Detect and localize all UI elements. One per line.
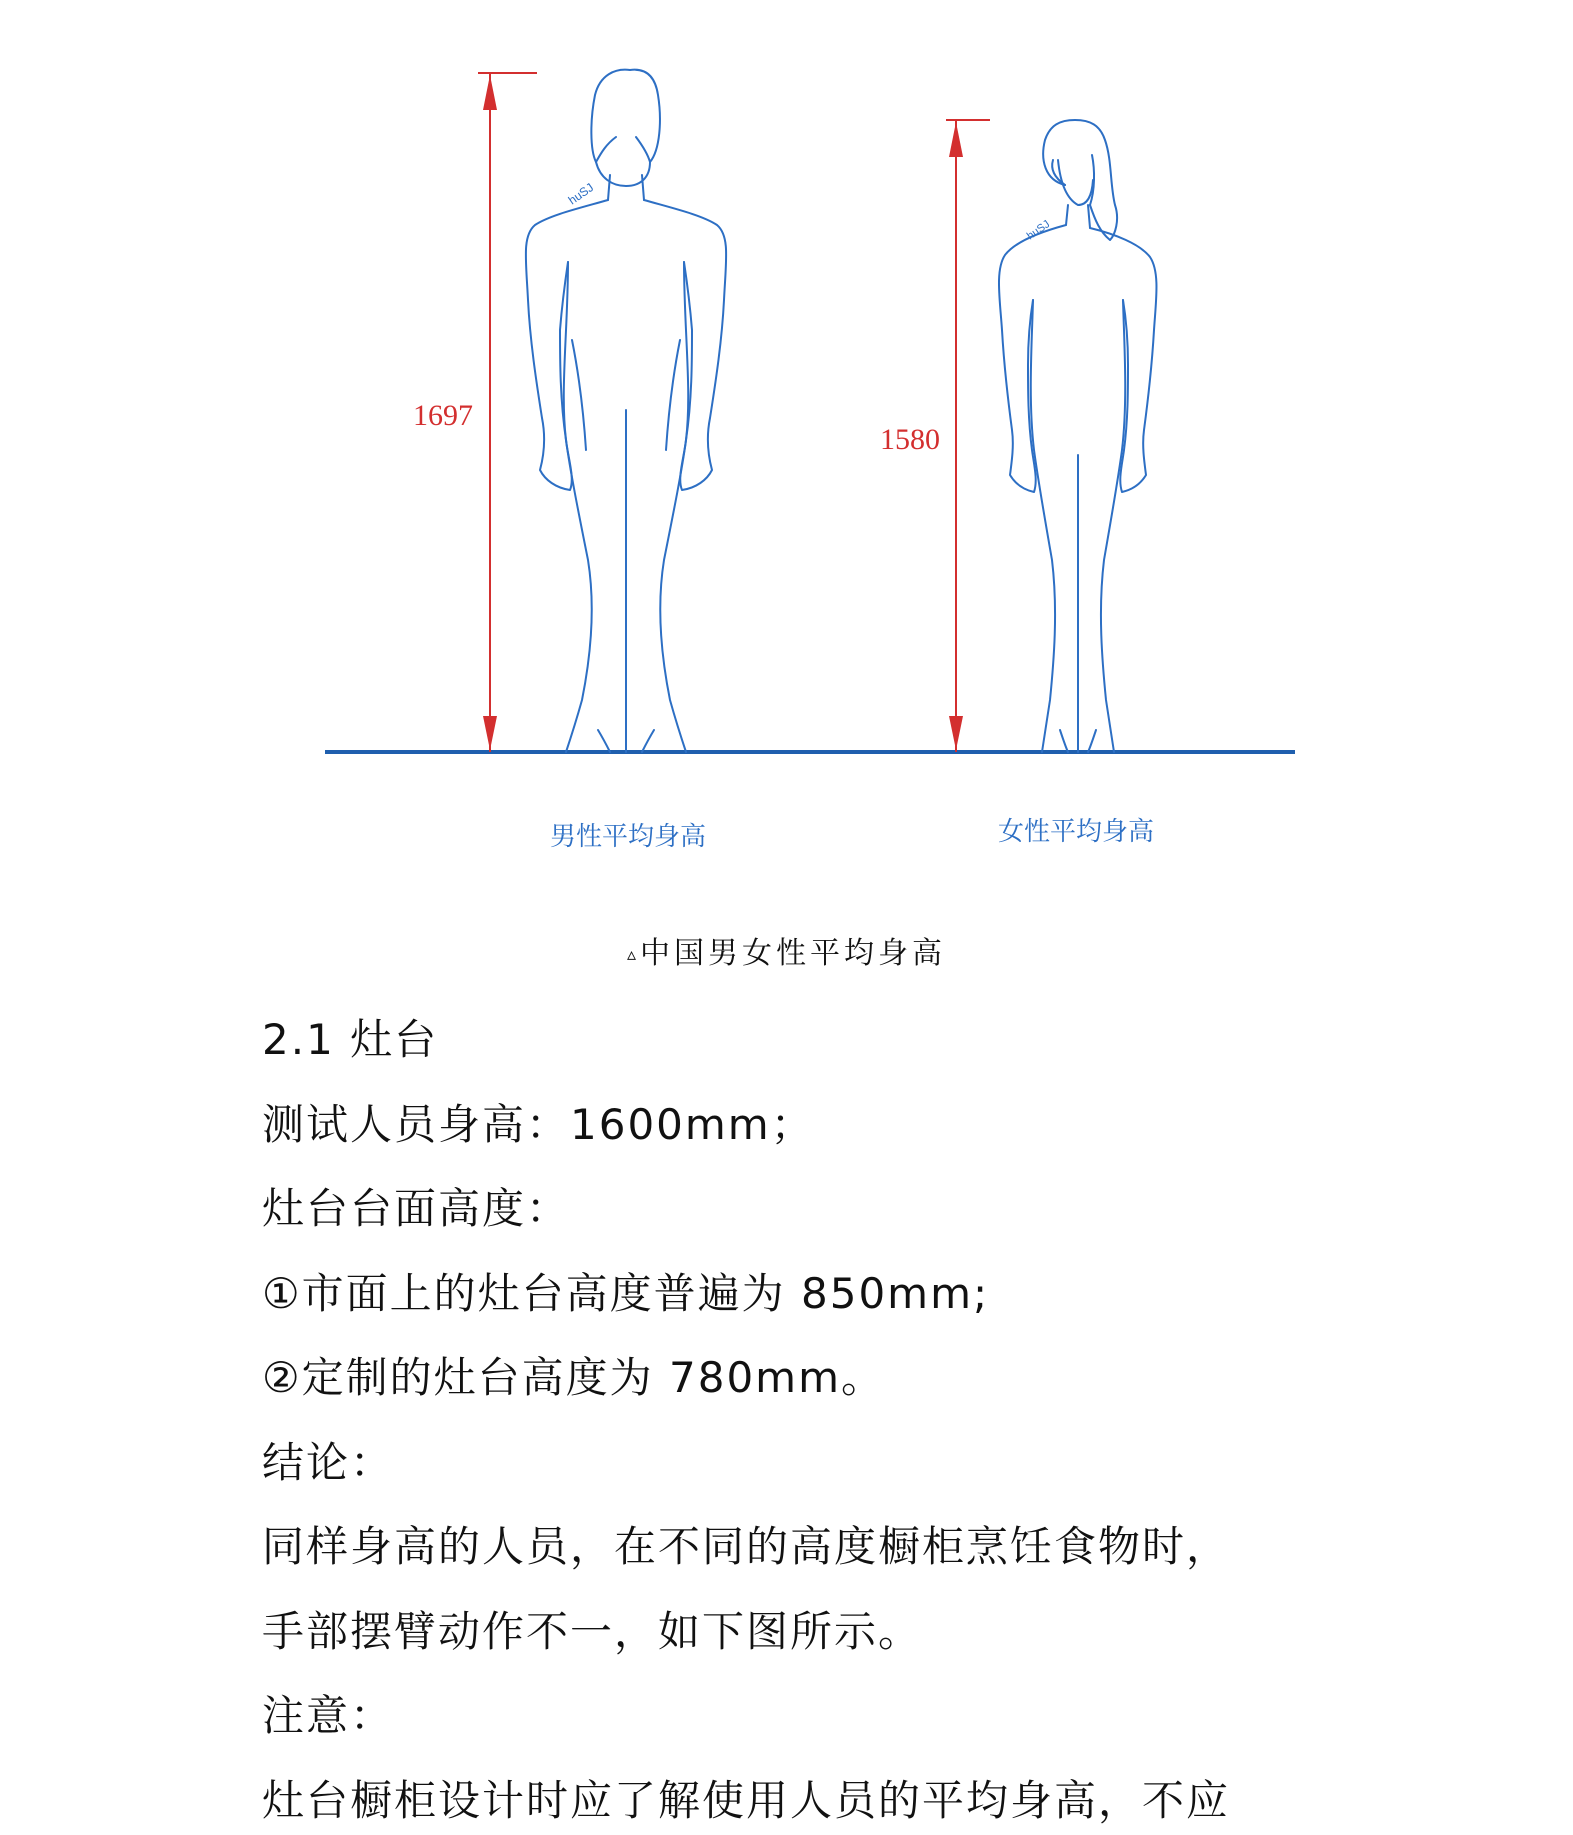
height-diagram <box>0 0 1573 900</box>
section-heading: 2.1 灶台 <box>262 1015 439 1064</box>
height-figure <box>0 0 1573 900</box>
male-caption: 男性平均身高 <box>549 822 707 852</box>
paragraph-line: ①市面上的灶台高度普遍为 850mm; <box>262 1269 990 1318</box>
female-dimension <box>946 120 990 752</box>
svg-text:huSJ: huSJ <box>1024 218 1053 243</box>
paragraph-line: 同样身高的人员，在不同的高度橱柜烹饪食物时， <box>262 1522 1231 1571</box>
paragraph-line: 测试人员身高：1600mm； <box>262 1100 815 1149</box>
male-silhouette <box>526 70 726 752</box>
female-caption: 女性平均身高 <box>997 817 1155 847</box>
female-silhouette <box>999 120 1157 752</box>
paragraph-line: 结论： <box>262 1438 395 1487</box>
paragraph-line: ②定制的灶台高度为 780mm。 <box>262 1353 885 1402</box>
paragraph-line: 手部摆臂动作不一，如下图所示。 <box>262 1607 923 1656</box>
paragraph-line: 灶台台面高度： <box>262 1184 571 1233</box>
paragraph-line: 灶台橱柜设计时应了解使用人员的平均身高，不应 <box>262 1776 1231 1825</box>
paragraph-line: 注意： <box>262 1691 395 1740</box>
male-height-label: 1697 <box>413 399 473 432</box>
female-height-label: 1580 <box>880 423 940 456</box>
male-dimension <box>478 73 537 752</box>
figure-caption-text: 中国男女性平均身高 <box>640 936 947 971</box>
triangle-marker-icon: ▵ <box>626 944 637 965</box>
svg-text:huSJ: huSJ <box>565 180 597 208</box>
figure-caption <box>0 928 1573 972</box>
